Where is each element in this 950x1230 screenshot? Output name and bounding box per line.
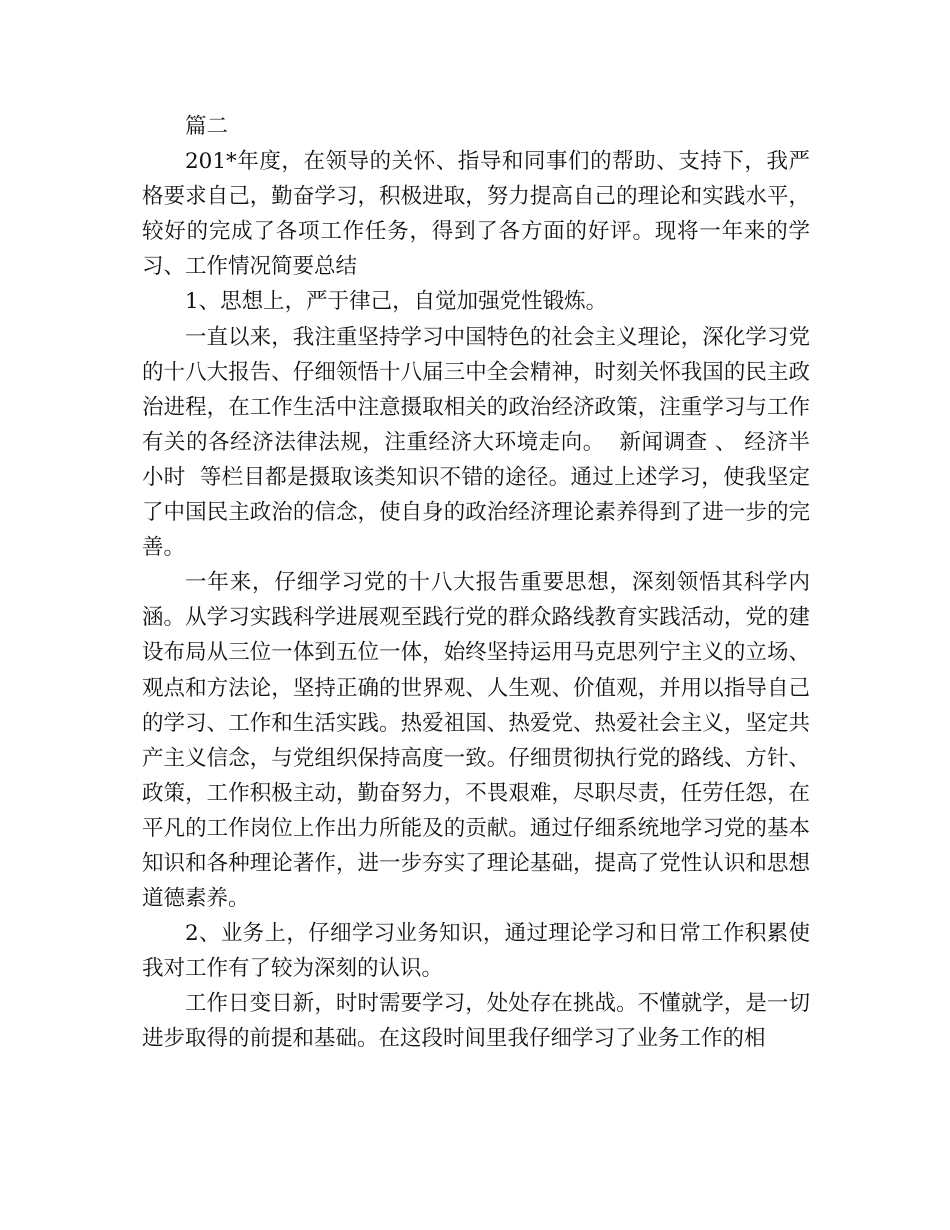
- paragraph-party-study: 一年来，仔细学习党的十八大报告重要思想，深刻领悟其科学内涵。从学习实践科学进展观至践行党的群众路线教育实践活动，党的建设布局从三位一体到五位一体，始终坚持运用马克思列宁主义的立场、观点和方法论，坚持正确的世界观、人生观、价值观，并用以指导自己的学习、工作和生活实践。热爱祖国、热爱党、热爱社会主义，坚定共产主义信念，与党组织保持高度一致。仔细贯彻执行党的路线、方针、政策，工作积极主动，勤奋努力，不畏艰难，尽职尽责，任劳任怨，在平凡的工作岗位上作出力所能及的贡献。通过仔细系统地学习党的基本知识和各种理论著作，进一步夯实了理论基础，提高了党性认识和思想道德素养。: [142, 570, 810, 912]
- paragraph-intro: 201*年度，在领导的关怀、指导和同事们的帮助、支持下，我严格要求自己，勤奋学习，积极进取，努力提高自己的理论和实践水平，较好的完成了各项工作任务，得到了各方面的好评。现将一年来的学习、工作情况简要总结: [142, 149, 810, 280]
- paragraph-point-1: 1、思想上，严于律己，自觉加强党性锻炼。: [185, 289, 608, 315]
- paragraph-work-learning: 工作日变日新，时时需要学习，处处存在挑战。不懂就学，是一切进步取得的前提和基础。在这段时间里我仔细学习了业务工作的相: [142, 991, 810, 1052]
- paragraph-theory-study: 一直以来，我注重坚持学习中国特色的社会主义理论，深化学习党的十八大报告、仔细领悟十八届三中全会精神，时刻关怀我国的民主政治进程，在工作生活中注意摄取相关的政治经济政策，注重学习与工作有关的各经济法律法规，注重经济大环境走向。 新闻调查 、 经济半小时 等栏目都是摄取该类知识不错的途径。通过上述学习，使我坚定了中国民主政治的信念，使自身的政治经济理论素养得到了进一步的完善。: [142, 324, 810, 561]
- paragraph-point-2: 2、业务上，仔细学习业务知识，通过理论学习和日常工作积累使我对工作有了较为深刻的认识。: [142, 921, 810, 982]
- section-heading: 篇二: [185, 114, 229, 139]
- document-body: [142, 109, 810, 1057]
